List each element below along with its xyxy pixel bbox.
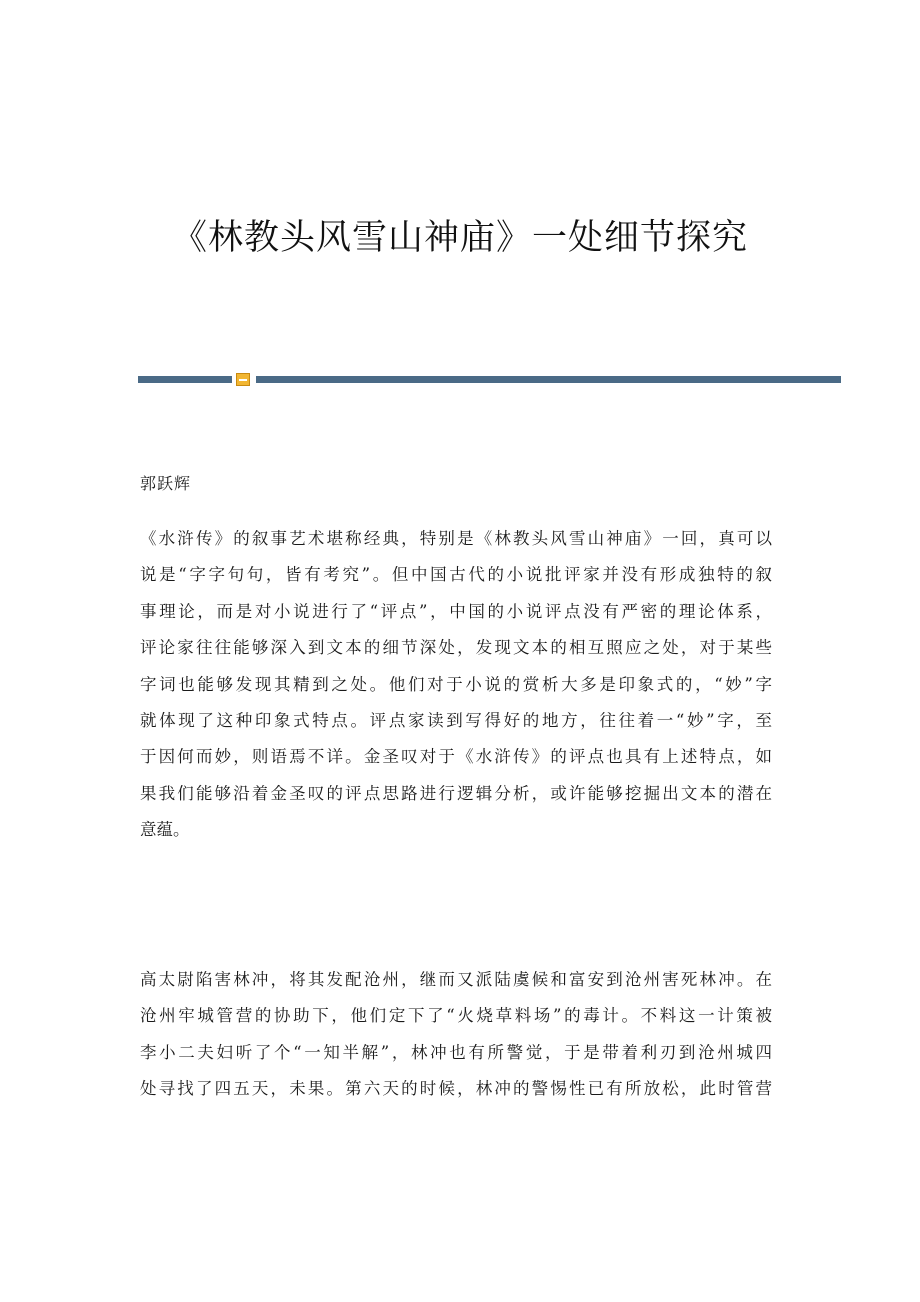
paragraph-line: 字词也能够发现其精到之处。他们对于小说的赏析大多是印象式的，“妙”字 — [140, 674, 772, 694]
paragraph-line: 高太尉陷害林冲，将其发配沧州，继而又派陆虞候和富安到沧州害死林冲。在 — [140, 970, 772, 989]
author-name: 郭跃辉 — [140, 474, 192, 493]
document-title: 《林教头风雪山神庙》一处细节探究 — [171, 218, 748, 258]
paragraph-line: 事理论，而是对小说进行了“评点”，中国的小说评点没有严密的理论体系， — [140, 601, 772, 621]
paragraph-line: 于因何而妙，则语焉不详。金圣叹对于《水浒传》的评点也具有上述特点，如 — [140, 747, 772, 767]
body-paragraph-1 — [140, 521, 772, 849]
paragraph-line: 评论家往往能够深入到文本的细节深处，发现文本的相互照应之处，对于某些 — [140, 638, 772, 658]
divider-ornament-icon — [236, 373, 250, 386]
paragraph-line: 意蕴。 — [140, 820, 190, 840]
title-divider — [138, 373, 841, 387]
paragraph-line: 就体现了这种印象式特点。评点家读到写得好的地方，往往着一“妙”字，至 — [140, 711, 772, 731]
body-paragraph-2 — [140, 962, 772, 1108]
paragraph-line: 说是“字字句句，皆有考究”。但中国古代的小说批评家并没有形成独特的叙 — [140, 565, 772, 585]
paragraph-line: 李小二夫妇听了个“一知半解”，林冲也有所警觉，于是带着利刃到沧州城四 — [140, 1042, 772, 1062]
paragraph-line: 果我们能够沿着金圣叹的评点思路进行逻辑分析，或许能够挖掘出文本的潜在 — [140, 783, 772, 803]
divider-bar-left — [138, 376, 232, 383]
paragraph-line: 《水浒传》的叙事艺术堪称经典，特别是《林教头风雪山神庙》一回，真可以 — [140, 529, 772, 548]
divider-bar-right — [256, 376, 841, 383]
paragraph-line: 处寻找了四五天，未果。第六天的时候，林冲的警惕性已有所放松，此时管营 — [140, 1079, 772, 1099]
paragraph-line: 沧州牢城管营的协助下，他们定下了“火烧草料场”的毒计。不料这一计策被 — [140, 1006, 772, 1026]
